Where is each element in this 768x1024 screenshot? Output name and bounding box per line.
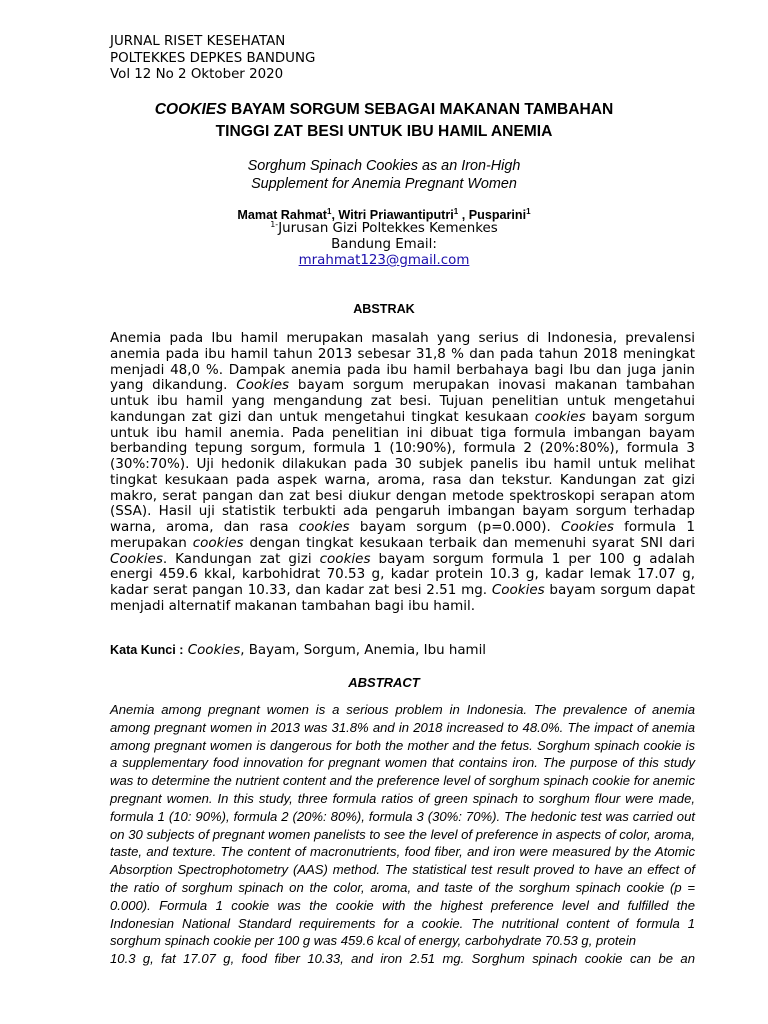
abstrak-seg-1: Anemia pada Ibu hamil merupakan masalah yang serius di Indonesia, prevalensi anemia pada ibu hamil tahun 2013 sebesar 31,8 % dan pada tahun 2018 meningkat menjadi 48,0 %. Dampak anemia pada ibu hamil berbahaya bagi Ibu dan juga janin yang dikandung. bbox=[110, 330, 695, 394]
keyword-italic: Cookies bbox=[187, 643, 241, 658]
abstrak-italic-2: cookies bbox=[534, 408, 586, 425]
abstrak-seg-9: bayam sorgum dapat menjadi alternatif makanan tambahan bagi ibu hamil. bbox=[110, 582, 695, 614]
abstrak-italic-8: Cookies bbox=[491, 582, 545, 598]
journal-volume: Vol 12 No 2 Oktober 2020 bbox=[110, 67, 284, 82]
abstrak-seg-4: bayam sorgum (p=0.000). bbox=[349, 519, 562, 535]
abstract-paragraph-2: 10.3 g, fat 17.07 g, food fiber 10.33, and iron 2.51 mg. Sorghum spinach cookie can be an bbox=[110, 951, 695, 967]
author-3-affil: 1 bbox=[526, 207, 531, 216]
abstract-text bbox=[110, 701, 695, 968]
title-line2: TINGGI ZAT BESI UNTUK IBU HAMIL ANEMIA bbox=[215, 123, 553, 140]
abstrak-seg-5: formula 1 merupakan bbox=[110, 519, 695, 551]
title-line1: BAYAM SORGUM SEBAGAI MAKANAN TAMBAHAN bbox=[230, 101, 614, 118]
abstrak-italic-6: Cookies bbox=[110, 550, 163, 567]
subtitle-line1: Sorghum Spinach Cookies as an Iron-High bbox=[247, 158, 521, 174]
keywords-rest: , Bayam, Sorgum, Anemia, Ibu hamil bbox=[240, 643, 487, 658]
author-3: , Pusparini bbox=[458, 208, 527, 222]
author-1: Mamat Rahmat bbox=[237, 208, 327, 222]
abstrak-italic-1: Cookies bbox=[236, 377, 290, 394]
paper-subtitle bbox=[60, 157, 708, 193]
keywords bbox=[110, 643, 695, 658]
keywords-label: Kata Kunci : bbox=[110, 643, 184, 657]
author-2-affil: 1 bbox=[453, 207, 459, 216]
affiliation-city: Bandung Email: bbox=[331, 237, 437, 252]
journal-publisher: POLTEKKES DEPKES BANDUNG bbox=[110, 50, 316, 66]
abstrak-italic-7: cookies bbox=[319, 550, 371, 567]
abstract-heading: ABSTRACT bbox=[348, 675, 420, 690]
abstrak-seg-3: bayam sorgum untuk ibu hamil anemia. Pada penelitian ini dibuat tiga formula imbangan bayam berbanding tepung sorgum, formula 1 (10:90%), formula 2 (20%:80%), formula 3 (30%:70%). Uji hedonik dilakukan pada 30 subjek panelis ibu hamil untuk melihat tingkat kesukaan pada aspek warna, aroma, rasa dan tekstur. Kandungan zat gizi makro, serat pangan dan zat besi diukur dengan metode spektroskopi serapan atom (SSA). Hasil uji statistik terbukti ada pengaruh imbangan bayam sorgum terhadap warna, aroma, dan rasa bbox=[110, 408, 695, 535]
title-italic-word: COOKIES bbox=[154, 101, 227, 118]
author-1-affil: 1 bbox=[326, 207, 332, 216]
abstrak-italic-3: cookies bbox=[298, 519, 350, 535]
journal-header bbox=[110, 34, 315, 84]
abstrak-seg-7: . Kandungan zat gizi bbox=[162, 550, 320, 567]
subtitle-line2: Supplement for Anemia Pregnant Women bbox=[251, 176, 517, 192]
affiliation-sup: 1- bbox=[270, 220, 279, 229]
paper-title bbox=[60, 99, 708, 143]
abstract-paragraph-1: Anemia among pregnant women is a serious problem in Indonesia. The prevalence of anemia among pregnant women in 2013 was 31.8% and in 2018 increased to 48.0%. The impact of anemia among pregnant women is dangerous for both the mother and the fetus. Sorghum spinach cookie is a supplementary food innovation for pregnant women that contains iron. The purpose of this study was to determine the nutrient content and the preference level of sorghum spinach cookie for anemic pregnant women. In this study, three formula ratios of green spinach to sorghum flour were made, formula 1 (10: 90%), formula 2 (20%: 80%), formula 3 (30%: 70%). The hedonic test was carried out on 30 subjects of pregnant women panelists to see the level of preference in aspects of color, aroma, taste, and texture. The content of macronutrients, food fiber, and iron were measured by the Atomic Absorption Spectrophotometry (AAS) method. The statistical test result proved to have an effect of the ratio of sorghum spinach on the color, aroma, and taste of the sorghum spinach cookie (p = 0.000). Formula 1 cookie was the cookie with the highest preference level and fulfilled the Indonesian National Standard requirements for a cookie. The nutritional content of formula 1 sorghum spinach cookie per 100 g was 459.6 kcal of energy, carbohydrate 70.53 g, protein bbox=[110, 702, 695, 949]
email-link[interactable]: mrahmat123@gmail.com bbox=[298, 253, 470, 268]
affiliation bbox=[60, 221, 708, 269]
abstrak-italic-5: cookies bbox=[192, 534, 244, 551]
abstrak-seg-8: bayam sorgum formula 1 per 100 g adalah energi 459.6 kkal, karbohidrat 70.53 g, kadar protein 10.3 g, kadar lemak 17.07 g, kadar serat pangan 10.33, dan kadar zat besi 2.51 mg. bbox=[110, 550, 695, 598]
abstrak-heading: ABSTRAK bbox=[353, 302, 415, 316]
abstrak-italic-4: Cookies bbox=[561, 519, 614, 535]
affiliation-dept: Jurusan Gizi Poltekkes Kemenkes bbox=[278, 221, 498, 236]
abstrak-seg-2: bayam sorgum merupakan inovasi makanan tambahan untuk ibu hamil yang mengandung zat besi. Tujuan penelitian untuk mengetahui kandungan zat gizi dan untuk mengetahui tingkat kesukaan bbox=[110, 377, 695, 425]
abstrak-seg-6: dengan tingkat kesukaan terbaik dan memenuhi syarat SNI dari bbox=[243, 534, 695, 551]
abstrak-text bbox=[110, 331, 695, 615]
author-2: , Witri Priawantiputri bbox=[331, 208, 454, 222]
journal-name: JURNAL RISET KESEHATAN bbox=[110, 34, 286, 49]
